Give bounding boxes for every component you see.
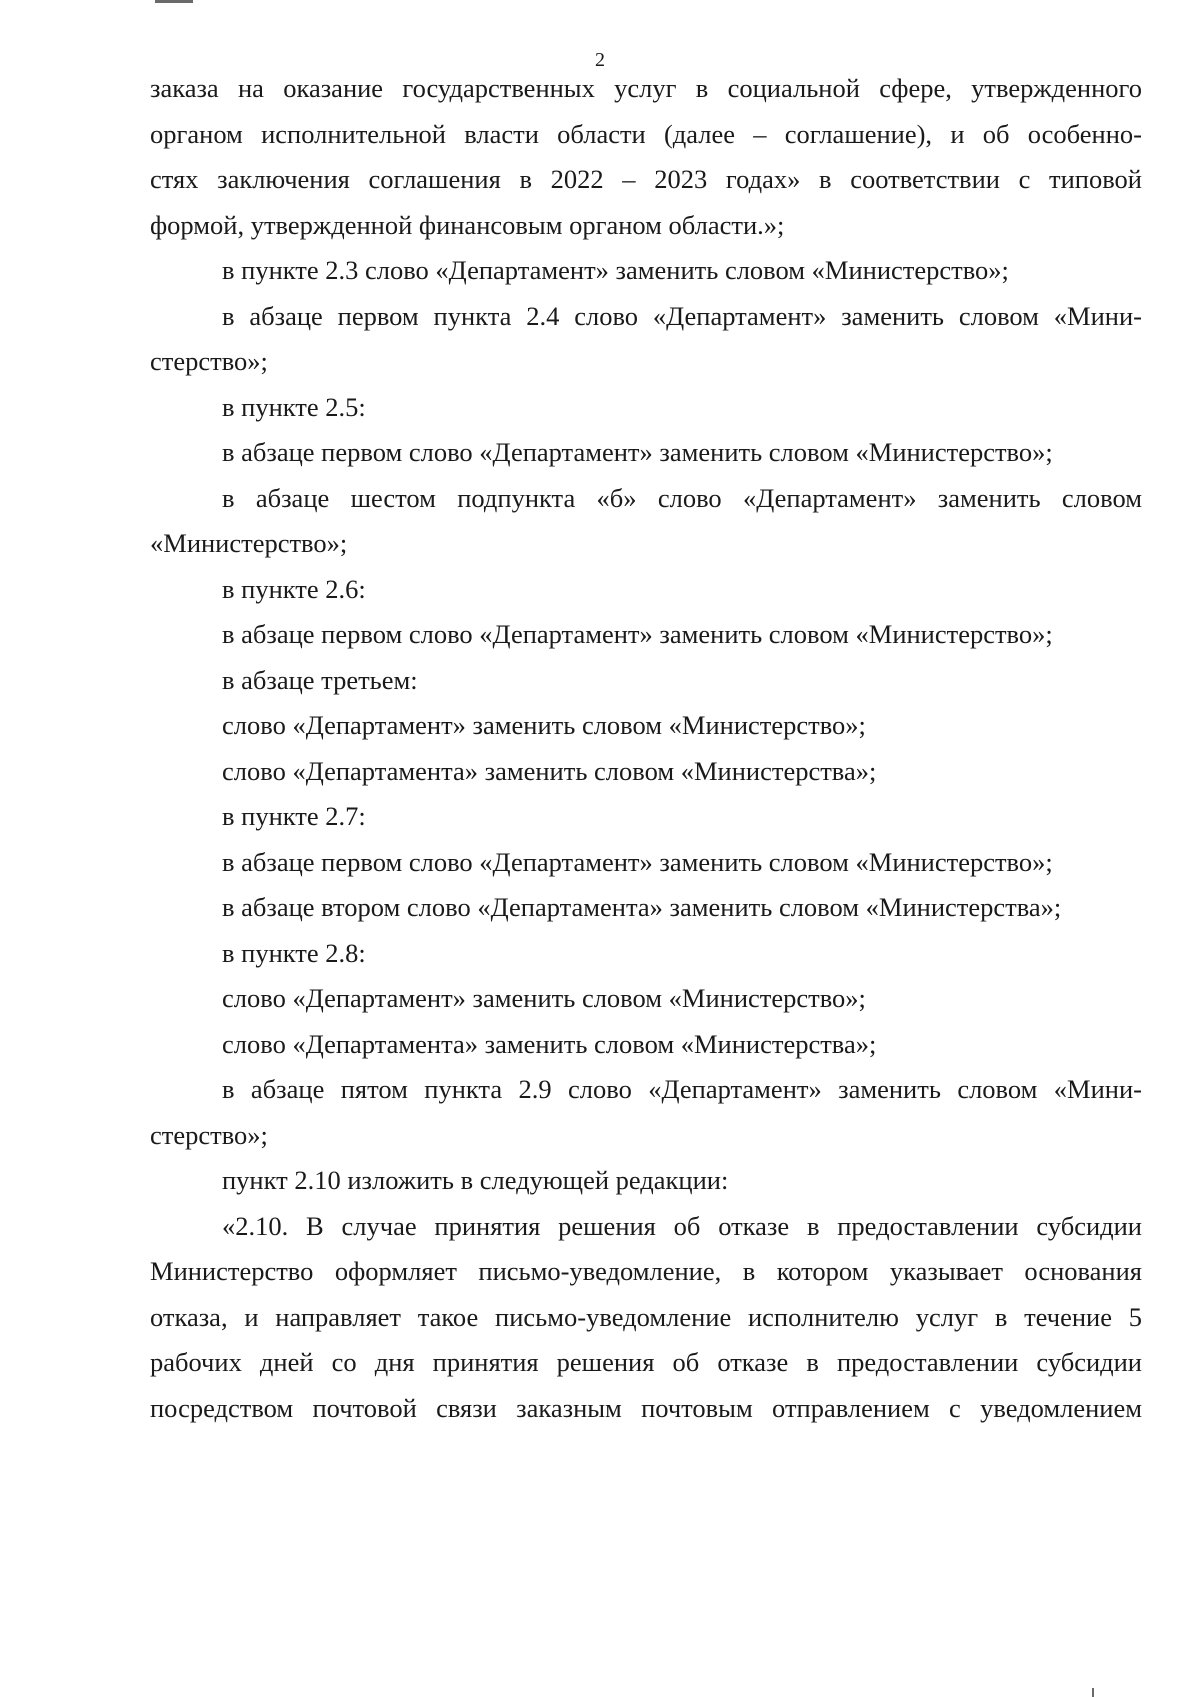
text-line: стерство»; (150, 346, 268, 376)
text-line: посредством почтовой связи заказным почтовым отправлением с уведомлением (150, 1392, 1142, 1423)
scan-artifact-mark (1092, 1688, 1094, 1697)
text-line: в абзаце первом слово «Департамент» заменить словом «Министерство»; (222, 437, 1053, 467)
text-line: отказа, и направляет такое письмо-уведомление исполнителю услуг в течение 5 (150, 1301, 1142, 1332)
text-line: стерство»; (150, 1119, 268, 1150)
text-line: в абзаце втором слово «Департамента» заменить словом «Министерства»; (222, 892, 1062, 922)
text-line: в пункте 2.5: (222, 391, 366, 422)
text-line: слово «Департамент» заменить словом «Министерство»; (222, 983, 866, 1013)
scan-artifact-mark (155, 0, 193, 3)
text-line: стях заключения соглашения в 2022 – 2023 годах» в соответствии с типовой (150, 164, 1142, 194)
text-line: в абзаце шестом подпункта «б» слово «Департамент» заменить словом (222, 482, 1142, 513)
text-line: «Министерство»; (150, 528, 348, 558)
text-line: Министерство оформляет письмо-уведомление, в котором указывает основания (150, 1256, 1142, 1286)
text-line: рабочих дней со дня принятия решения об отказе в предоставлении субсидии (150, 1347, 1142, 1377)
text-line: пункт 2.10 изложить в следующей редакции: (222, 1165, 729, 1195)
text-line: в пункте 2.6: (222, 573, 366, 604)
text-line: «2.10. В случае принятия решения об отказе в предоставлении субсидии (222, 1210, 1142, 1241)
text-line: в абзаце первом слово «Департамент» заменить словом «Министерство»; (222, 619, 1053, 649)
text-line: в абзаце третьем: (222, 664, 418, 695)
text-line: в абзаце первом пункта 2.4 слово «Департамент» заменить словом «Мини- (222, 300, 1142, 331)
text-line: в абзаце первом слово «Департамент» заменить словом «Министерство»; (222, 846, 1053, 877)
text-line: в абзаце пятом пункта 2.9 слово «Департамент» заменить словом «Мини- (222, 1074, 1142, 1104)
text-line: в пункте 2.8: (222, 937, 366, 968)
text-line: слово «Департамента» заменить словом «Министерства»; (222, 755, 877, 786)
text-line: в пункте 2.7: (222, 801, 366, 831)
page-number: 2 (595, 49, 605, 71)
text-line: в пункте 2.3 слово «Департамент» заменить словом «Министерство»; (222, 255, 1009, 285)
text-line: слово «Департамента» заменить словом «Министерства»; (222, 1028, 877, 1059)
text-line: формой, утвержденной финансовым органом области.»; (150, 209, 785, 240)
text-line: органом исполнительной власти области (далее – соглашение), и об особенно- (150, 118, 1142, 149)
text-line: заказа на оказание государственных услуг в социальной сфере, утвержденного (150, 73, 1142, 103)
text-line: слово «Департамент» заменить словом «Министерство»; (222, 710, 866, 740)
document-body (150, 66, 1142, 1431)
